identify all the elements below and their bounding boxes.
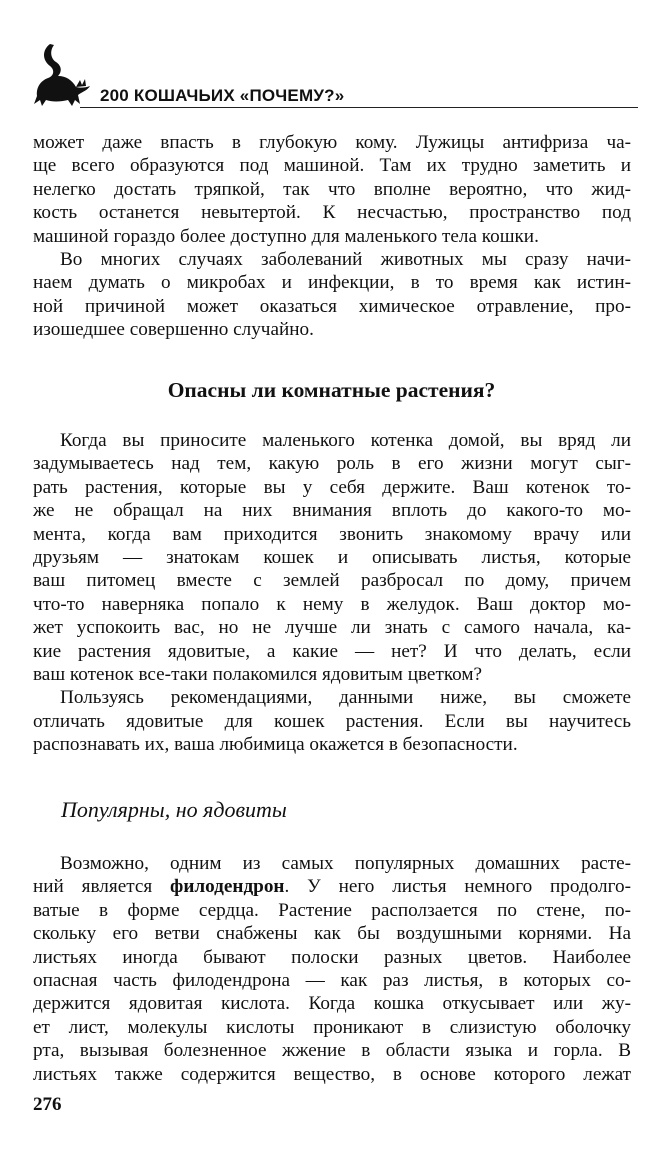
text-block-bottom bbox=[33, 852, 631, 1086]
text-block-middle bbox=[33, 429, 631, 757]
inline-text: . У него листья немного продолго- bbox=[284, 876, 631, 898]
paragraph-line: ной причиной может оказаться химическое отравление, про- bbox=[33, 295, 631, 317]
paragraph-line: кие растения ядовитые, а какие — нет? И что делать, если bbox=[33, 640, 631, 662]
paragraph-line: скольку его ветви снабжены как бы воздушными корнями. На bbox=[33, 923, 631, 945]
paragraph-line: друзьям — знатокам кошек и описывать листья, которые bbox=[33, 547, 631, 569]
page-number: 276 bbox=[33, 1094, 62, 1115]
paragraph-line: ваш питомец вместе с землей разбросал по дому, причем bbox=[33, 570, 631, 592]
paragraph-line: Во многих случаях заболеваний животных мы сразу начи- bbox=[60, 249, 631, 271]
paragraph-line: нелегко достать тряпкой, так что вполне вероятно, что жид- bbox=[33, 178, 631, 200]
paragraph-line: рать растения, которые вы у себя держите. Ваш котенок то- bbox=[33, 476, 631, 498]
paragraph-line: Когда вы приносите маленького котенка домой, вы вряд ли bbox=[60, 430, 631, 451]
paragraph-line: Пользуясь рекомендациями, данными ниже, вы сможете bbox=[60, 687, 631, 709]
paragraph-line: отличать ядовитые для кошек растения. Если вы научитесь bbox=[33, 710, 631, 732]
paragraph-line: задумываетесь над тем, какую роль в его жизни могут сыг- bbox=[33, 453, 631, 475]
paragraph-line: же не обращал на них внимания вплоть до какого-то мо- bbox=[33, 500, 631, 522]
paragraph-line: ет лист, молекулы кислоты проникают в слизистую оболочку bbox=[33, 1016, 631, 1038]
plant-name: филодендрон bbox=[170, 876, 285, 898]
paragraph-line: может даже впасть в глубокую кому. Лужицы антифриза ча- bbox=[33, 132, 631, 153]
paragraph-line: распознавать их, ваша любимица окажется в безопасности. bbox=[33, 734, 518, 756]
paragraph-line: машиной гораздо более доступно для маленького тела кошки. bbox=[33, 225, 539, 247]
page-header bbox=[28, 40, 638, 112]
paragraph-line: наем думать о микробах и инфекции, в то время как истин- bbox=[33, 272, 631, 294]
section-heading: Опасны ли комнатные растения? bbox=[167, 378, 496, 402]
paragraph-line: рта, вызывая болезненное жжение в области языка и горла. В bbox=[33, 1040, 631, 1062]
paragraph-line: ще всего образуются под машиной. Там их трудно заметить и bbox=[33, 155, 631, 177]
paragraph-line: держится ядовитая кислота. Когда кошка откусывает или жу- bbox=[33, 993, 631, 1015]
paragraph-line: кость останется невытертой. К несчастью, пространство под bbox=[33, 202, 631, 224]
paragraph-line: ватые в форме сердца. Растение расползается по стене, по- bbox=[33, 899, 631, 921]
paragraph-line: изошедшее совершенно случайно. bbox=[33, 319, 314, 341]
paragraph-line: Возможно, одним из самых популярных домашних расте- bbox=[60, 853, 631, 874]
cat-icon bbox=[28, 40, 90, 110]
paragraph-line: листьях иногда бывают полоски разных цветов. Наиболее bbox=[33, 946, 631, 968]
running-title: 200 КОШАЧЬИХ «ПОЧЕМУ?» bbox=[100, 86, 345, 105]
subsection-heading: Популярны, но ядовиты bbox=[61, 797, 287, 822]
paragraph-line bbox=[33, 875, 631, 898]
paragraph-line: что-то наверняка попало к нему в желудок. Ваш доктор мо- bbox=[33, 593, 631, 615]
paragraph-line: листьях также содержится вещество, в основе которого лежат bbox=[33, 1063, 631, 1085]
paragraph-line: опасная часть филодендрона — как раз листья, в которых со- bbox=[33, 970, 631, 992]
header-rule bbox=[80, 107, 638, 108]
paragraph-line: мента, когда вам приходится звонить знакомому врачу или bbox=[33, 523, 631, 545]
text-block-top bbox=[33, 131, 631, 342]
paragraph-line: жет успокоить вас, но не лучше ли знать с самого начала, ка- bbox=[33, 617, 631, 639]
paragraph-line: ваш котенок все-таки полакомился ядовитым цветком? bbox=[33, 664, 483, 686]
inline-text: ний является bbox=[33, 876, 171, 898]
